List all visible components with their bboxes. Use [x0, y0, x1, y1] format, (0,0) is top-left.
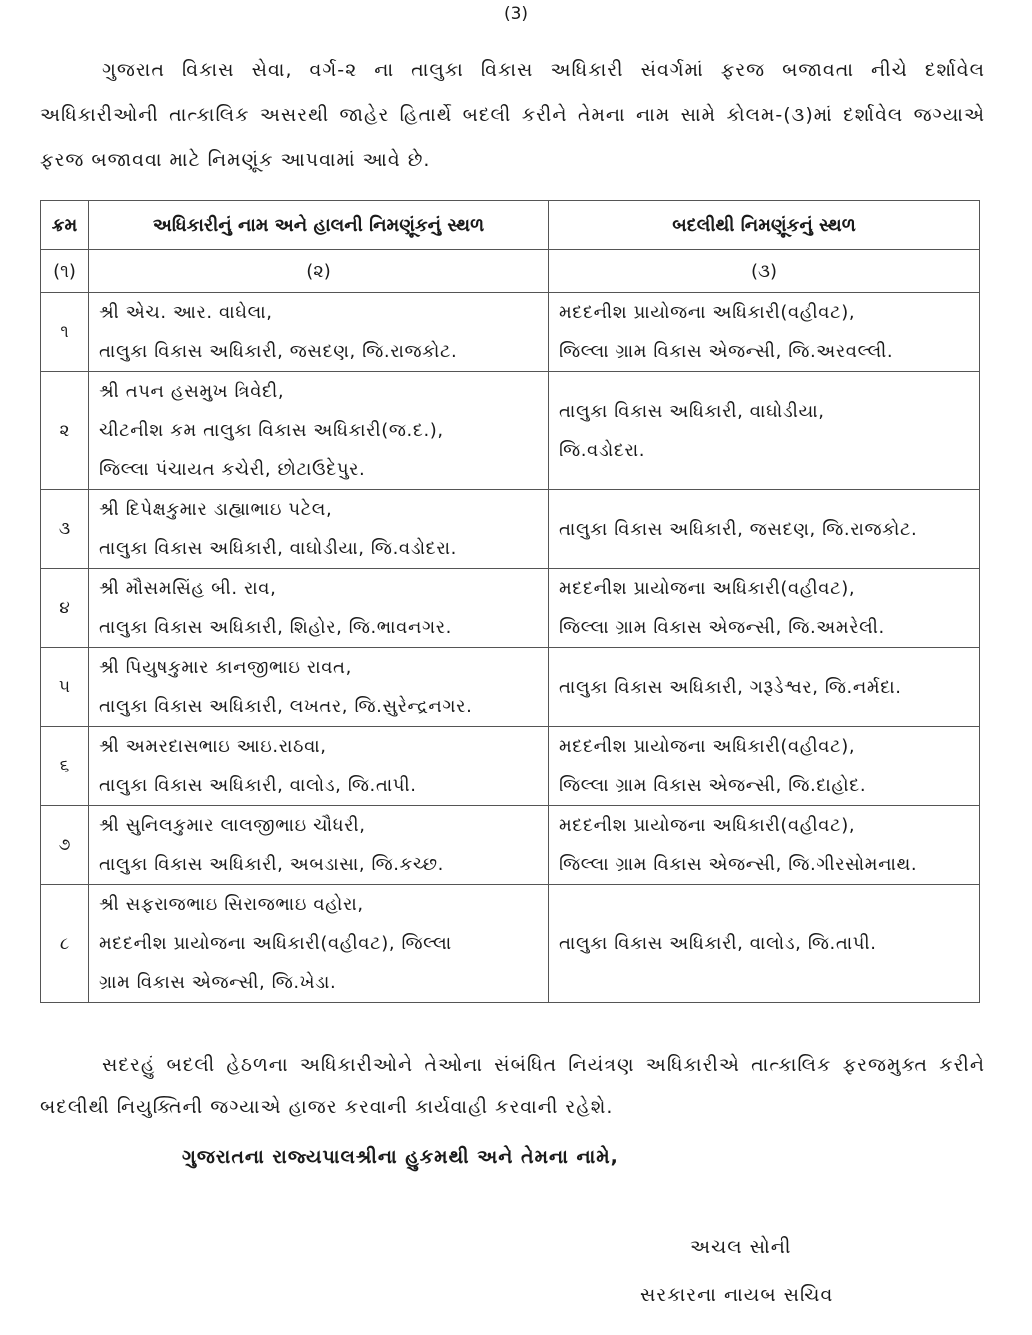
table-row	[41, 293, 980, 372]
page-number: (3)	[503, 4, 529, 24]
officer-cell	[89, 293, 549, 372]
posting-cell	[549, 885, 980, 1003]
posting-cell	[549, 727, 980, 806]
posting-cell	[549, 372, 980, 490]
officer-line: મદદનીશ પ્રાયોજના અધિકારી(વહીવટ), જિલ્લા	[99, 933, 452, 954]
officer-cell	[89, 372, 549, 490]
officer-line: શ્રી તપન હસમુખ ત્રિવેદી,	[99, 381, 285, 402]
order-line: ગુજરાતના રાજ્યપાલશ્રીના હુકમથી અને તેમના નામે,	[182, 1146, 619, 1168]
officer-line: શ્રી મૌસમસિંહ બી. રાવ,	[99, 578, 277, 599]
officer-cell	[89, 648, 549, 727]
officer-line: ચીટનીશ કમ તાલુકા વિકાસ અધિકારી(જ.દ.),	[99, 420, 444, 441]
table-header-row	[41, 201, 980, 250]
posting-cell	[549, 806, 980, 885]
officer-line: ગ્રામ વિકાસ એજન્સી, જિ.ખેડા.	[99, 972, 337, 993]
posting-line: મદદનીશ પ્રાયોજના અધિકારી(વહીવટ),	[559, 815, 856, 836]
transfer-table	[40, 200, 980, 1003]
posting-cell	[549, 648, 980, 727]
officer-cell	[89, 569, 549, 648]
officer-cell	[89, 885, 549, 1003]
table-row	[41, 569, 980, 648]
officer-line: તાલુકા વિકાસ અધિકારી, વાઘોડીયા, જિ.વડોદરા.	[99, 538, 457, 559]
table-row	[41, 490, 980, 569]
posting-line: જિ.વડોદરા.	[559, 439, 646, 461]
table-row	[41, 727, 980, 806]
column-number: (૧)	[41, 250, 89, 293]
serial-cell: ૩	[41, 490, 89, 569]
column-number: (૨)	[89, 250, 549, 293]
intro-paragraph: ગુજરાત વિકાસ સેવા, વર્ગ-૨ ના તાલુકા વિકાસ અધિકારી સંવર્ગમાં ફરજ બજાવતા નીચે દર્શાવેલ અધિકારીઓની તાત્કાલિક અસરથી જાહેર હિતાર્થે બદલી કરીને તેમના નામ સામે કોલમ-(૩)માં દર્શાવેલ જગ્યાએ ફરજ બજાવવા માટે નિમણૂંક આપવામાં આવે છે.	[40, 59, 985, 171]
officer-line: શ્રી પિયુષકુમાર કાનજીભાઇ રાવત,	[99, 657, 352, 678]
officer-cell	[89, 490, 549, 569]
posting-line: જિલ્લા ગ્રામ વિકાસ એજન્સી, જિ.ગીરસોમનાથ.	[559, 854, 918, 875]
posting-line: જિલ્લા ગ્રામ વિકાસ એજન્સી, જિ.દાહોદ.	[559, 775, 867, 796]
serial-cell: ૮	[41, 885, 89, 1003]
posting-cell	[549, 293, 980, 372]
officer-line: શ્રી એચ. આર. વાઘેલા,	[99, 302, 273, 323]
officer-line: જિલ્લા પંચાયત કચેરી, છોટાઉદેપુર.	[99, 459, 366, 480]
serial-cell: ૨	[41, 372, 89, 490]
officer-line: તાલુકા વિકાસ અધિકારી, જસદણ, જિ.રાજકોટ.	[99, 341, 458, 362]
header-officer: અધિકારીનું નામ અને હાલની નિમણૂંકનું સ્થળ	[89, 201, 549, 250]
serial-cell: ૭	[41, 806, 89, 885]
officer-line: તાલુકા વિકાસ અધિકારી, વાલોડ, જિ.તાપી.	[99, 775, 417, 796]
posting-cell	[549, 569, 980, 648]
posting-line: મદદનીશ પ્રાયોજના અધિકારી(વહીવટ),	[559, 736, 856, 757]
signatory-name: અચલ સોની	[690, 1236, 792, 1258]
serial-cell: ૬	[41, 727, 89, 806]
table-row	[41, 372, 980, 490]
posting-line: જિલ્લા ગ્રામ વિકાસ એજન્સી, જિ.અરવલ્લી.	[559, 341, 894, 362]
column-number: (૩)	[549, 250, 980, 293]
officer-line: શ્રી દિપેક્ષકુમાર ડાહ્યાભાઇ પટેલ,	[99, 499, 333, 520]
officer-line: તાલુકા વિકાસ અધિકારી, શિહોર, જિ.ભાવનગર.	[99, 617, 452, 638]
officer-cell	[89, 727, 549, 806]
officer-line: શ્રી અમરદાસભાઇ આઇ.રાઠવા,	[99, 736, 327, 757]
officer-line: તાલુકા વિકાસ અધિકારી, લખતર, જિ.સુરેન્દ્રનગર.	[99, 696, 473, 717]
table-row	[41, 806, 980, 885]
signatory-designation: સરકારના નાયબ સચિવ	[640, 1284, 834, 1306]
posting-line: તાલુકા વિકાસ અધિકારી, જસદણ, જિ.રાજકોટ.	[559, 518, 918, 540]
serial-cell: ૫	[41, 648, 89, 727]
posting-line: મદદનીશ પ્રાયોજના અધિકારી(વહીવટ),	[559, 578, 856, 599]
table-row	[41, 648, 980, 727]
officer-line: શ્રી સફરાજભાઇ સિરાજભાઇ વહોરા,	[99, 894, 364, 915]
officer-line: શ્રી સુનિલકુમાર લાલજીભાઇ ચૌધરી,	[99, 815, 366, 836]
column-number-row	[41, 250, 980, 293]
officer-line: તાલુકા વિકાસ અધિકારી, અબડાસા, જિ.કચ્છ.	[99, 854, 444, 875]
closing-paragraph: સદરહું બદલી હેઠળના અધિકારીઓને તેઓના સંબંધિત નિયંત્રણ અધિકારીએ તાત્કાલિક ફરજમુક્ત કરીને બદલીથી નિયુક્તિની જગ્યાએ હાજર કરવાની કાર્યવાહી કરવાની રહેશે.	[40, 1054, 985, 1118]
posting-cell	[549, 490, 980, 569]
posting-line: તાલુકા વિકાસ અધિકારી, વાલોડ, જિ.તાપી.	[559, 933, 877, 954]
serial-cell: ૪	[41, 569, 89, 648]
posting-line: તાલુકા વિકાસ અધિકારી, ગરૂડેશ્વર, જિ.નર્મદા.	[559, 676, 902, 698]
serial-cell: ૧	[41, 293, 89, 372]
header-new-posting: બદલીથી નિમણૂંકનું સ્થળ	[549, 201, 980, 250]
posting-line: જિલ્લા ગ્રામ વિકાસ એજન્સી, જિ.અમરેલી.	[559, 617, 885, 638]
table-row	[41, 885, 980, 1003]
posting-line: મદદનીશ પ્રાયોજના અધિકારી(વહીવટ),	[559, 302, 856, 323]
header-serial: ક્રમ	[41, 201, 89, 250]
officer-cell	[89, 806, 549, 885]
posting-line: તાલુકા વિકાસ અધિકારી, વાઘોડીયા,	[559, 400, 825, 422]
